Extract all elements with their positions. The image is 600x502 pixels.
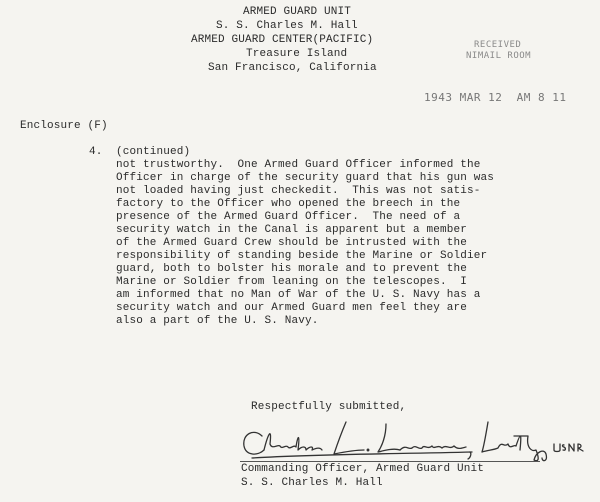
signature-ship: S. S. Charles M. Hall <box>241 477 383 489</box>
signature-line <box>240 461 540 462</box>
paragraph-line: guard, both to bolster his morale and to prevent the <box>116 263 468 275</box>
header-ship: S. S. Charles M. Hall <box>216 20 358 32</box>
paragraph-line: responsibility of standing beside the Marine or Soldier <box>116 250 488 262</box>
signature-title: Commanding Officer, Armed Guard Unit <box>241 463 485 475</box>
paragraph-line: also a part of the U. S. Navy. <box>116 315 319 327</box>
paragraph-line: security watch in the Canal is apparent but a member <box>116 224 468 236</box>
paragraph-line: security watch and our Armed Guard men feel they are <box>116 302 468 314</box>
received-stamp-room: NIMAIL ROOM <box>466 51 532 61</box>
enclosure-label: Enclosure (F) <box>20 120 108 132</box>
paragraph-line: not trustworthy. One Armed Guard Officer informed the <box>116 159 481 171</box>
header-center: ARMED GUARD CENTER(PACIFIC) <box>191 34 374 46</box>
paragraph-line: of the Armed Guard Crew should be intrusted with the <box>116 237 468 249</box>
paragraph-number: 4. <box>89 146 103 158</box>
paragraph-continued: (continued) <box>116 146 191 158</box>
paragraph-line: Marine or Soldier from leaning on the telescopes. I <box>116 276 468 288</box>
paragraph-line: factory to the Officer who opened the breech in the <box>116 198 461 210</box>
header-city: San Francisco, California <box>208 62 377 74</box>
handwritten-signature <box>236 414 592 464</box>
paragraph-line: am informed that no Man of War of the U. S. Navy has a <box>116 289 481 301</box>
paragraph-line: not loaded having just checkedit. This was not satis- <box>116 185 481 197</box>
paragraph-line: presence of the Armed Guard Officer. The need of a <box>116 211 461 223</box>
closing-text: Respectfully submitted, <box>251 401 407 413</box>
received-stamp: RECEIVED <box>474 40 522 50</box>
header-island: Treasure Island <box>246 48 348 60</box>
received-stamp-date: 1943 MAR 12 AM 8 11 <box>424 91 567 104</box>
header-unit: ARMED GUARD UNIT <box>243 6 352 18</box>
paragraph-line: Officer in charge of the security guard that his gun was <box>116 172 495 184</box>
